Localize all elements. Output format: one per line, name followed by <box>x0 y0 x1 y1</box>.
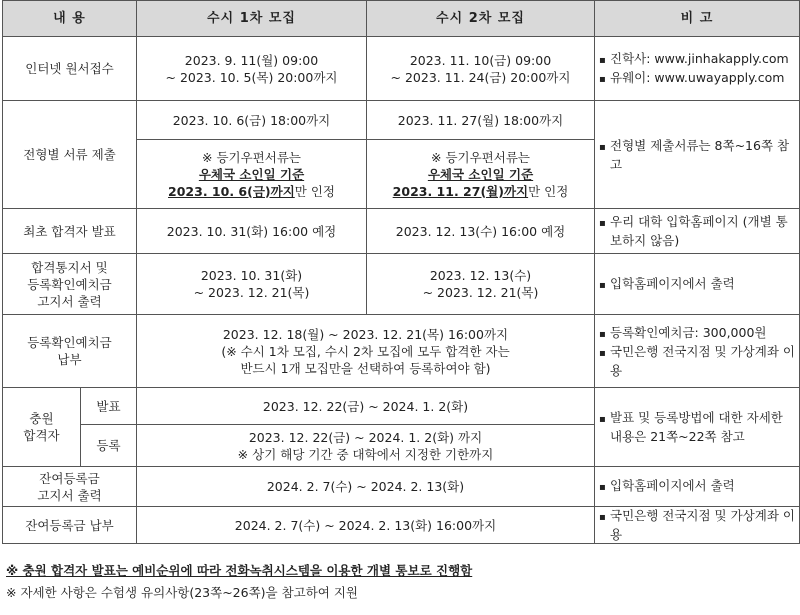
notice-print-note: ▪ 입학홈페이지에서 출력 <box>595 254 800 315</box>
label-balance-print: 잔여등록금 고지서 출력 <box>3 467 137 507</box>
header-remarks: 비 고 <box>595 1 800 37</box>
label-deposit: 등록확인예치금 납부 <box>3 315 137 388</box>
note-deposit-amount: ▪ 등록확인예치금: 300,000원 <box>599 324 795 343</box>
docs-r2-deadline: 2023. 11. 27(월) 18:00까지 <box>367 101 595 140</box>
label-additional: 충원 합격자 <box>3 388 81 467</box>
first-pass-r1: 2023. 10. 31(화) 16:00 예정 <box>137 209 367 254</box>
balance-print-note: ▪ 입학홈페이지에서 출력 <box>595 467 800 507</box>
row-deposit <box>3 315 800 388</box>
label-online: 인터넷 원서접수 <box>3 37 137 101</box>
additional-register-period: 2023. 12. 22(금) ~ 2024. 1. 2(화) 까지 ※ 상기 해당 기간 중 대학에서 지정한 기한까지 <box>137 425 595 467</box>
row-balance-print <box>3 467 800 507</box>
note-jinhak: ▪ 진학사: www.jinhakapply.com <box>599 50 795 69</box>
online-note <box>595 37 800 101</box>
header-round1: 수시 1차 모집 <box>137 1 367 37</box>
row-additional-announce <box>3 388 800 425</box>
online-r2: 2023. 11. 10(금) 09:00 ~ 2023. 11. 24(금) 20:00까지 <box>367 37 595 101</box>
header-content: 내 용 <box>3 1 137 37</box>
online-r1: 2023. 9. 11(월) 09:00 ~ 2023. 10. 5(목) 20:00까지 <box>137 37 367 101</box>
label-first-pass: 최초 합격자 발표 <box>3 209 137 254</box>
balance-pay-period: 2024. 2. 7(수) ~ 2024. 2. 13(화) 16:00까지 <box>137 507 595 544</box>
balance-pay-note: ▪ 국민은행 전국지점 및 가상계좌 이용 <box>595 507 800 544</box>
footer-note-additional: ※ 충원 합격자 발표는 예비순위에 따라 전화녹취시스템을 이용한 개별 통보로 진행함 <box>6 563 473 578</box>
balance-print-period: 2024. 2. 7(수) ~ 2024. 2. 13(화) <box>137 467 595 507</box>
note-uway: ▪ 유웨이: www.uwayapply.com <box>599 69 795 88</box>
row-online-application <box>3 37 800 101</box>
row-first-pass <box>3 209 800 254</box>
label-balance-pay: 잔여등록금 납부 <box>3 507 137 544</box>
label-additional-announce: 발표 <box>81 388 137 425</box>
notice-print-r2: 2023. 12. 13(수) ~ 2023. 12. 21(목) <box>367 254 595 315</box>
first-pass-note: ▪ 우리 대학 입학홈페이지 (개별 통보하지 않음) <box>595 209 800 254</box>
header-round2: 수시 2차 모집 <box>367 1 595 37</box>
note-deposit-bank: ▪ 국민은행 전국지점 및 가상계좌 이용 <box>599 343 795 379</box>
header-row <box>3 1 800 37</box>
first-pass-r2: 2023. 12. 13(수) 16:00 예정 <box>367 209 595 254</box>
deposit-period: 2023. 12. 18(월) ~ 2023. 12. 21(목) 16:00까지 (※ 수시 1차 모집, 수시 2차 모집에 모두 합격한 자는 반드시 1개 모집만을 선택하여 등록하여야 함) <box>137 315 595 388</box>
footer-note-details: ※ 자세한 사항은 수험생 유의사항(23쪽~26쪽)을 참고하여 지원 <box>6 585 359 600</box>
row-balance-pay <box>3 507 800 544</box>
row-notice-print <box>3 254 800 315</box>
docs-r1-mail: ※ 등기우편서류는 우체국 소인일 기준 2023. 10. 6(금)까지만 인정 <box>137 140 367 209</box>
docs-note: ▪ 전형별 제출서류는 8쪽~16쪽 참고 <box>595 101 800 209</box>
notice-print-r1: 2023. 10. 31(화) ~ 2023. 12. 21(목) <box>137 254 367 315</box>
label-notice-print: 합격통지서 및 등록확인예치금 고지서 출력 <box>3 254 137 315</box>
label-additional-register: 등록 <box>81 425 137 467</box>
additional-announce-period: 2023. 12. 22(금) ~ 2024. 1. 2(화) <box>137 388 595 425</box>
deposit-note <box>595 315 800 388</box>
docs-r2-mail: ※ 등기우편서류는 우체국 소인일 기준 2023. 11. 27(월)까지만 인정 <box>367 140 595 209</box>
schedule-table <box>2 0 800 544</box>
docs-r1-deadline: 2023. 10. 6(금) 18:00까지 <box>137 101 367 140</box>
additional-note: ▪ 발표 및 등록방법에 대한 자세한 내용은 21쪽~22쪽 참고 <box>595 388 800 467</box>
label-docs: 전형별 서류 제출 <box>3 101 137 209</box>
row-documents-deadline <box>3 101 800 140</box>
